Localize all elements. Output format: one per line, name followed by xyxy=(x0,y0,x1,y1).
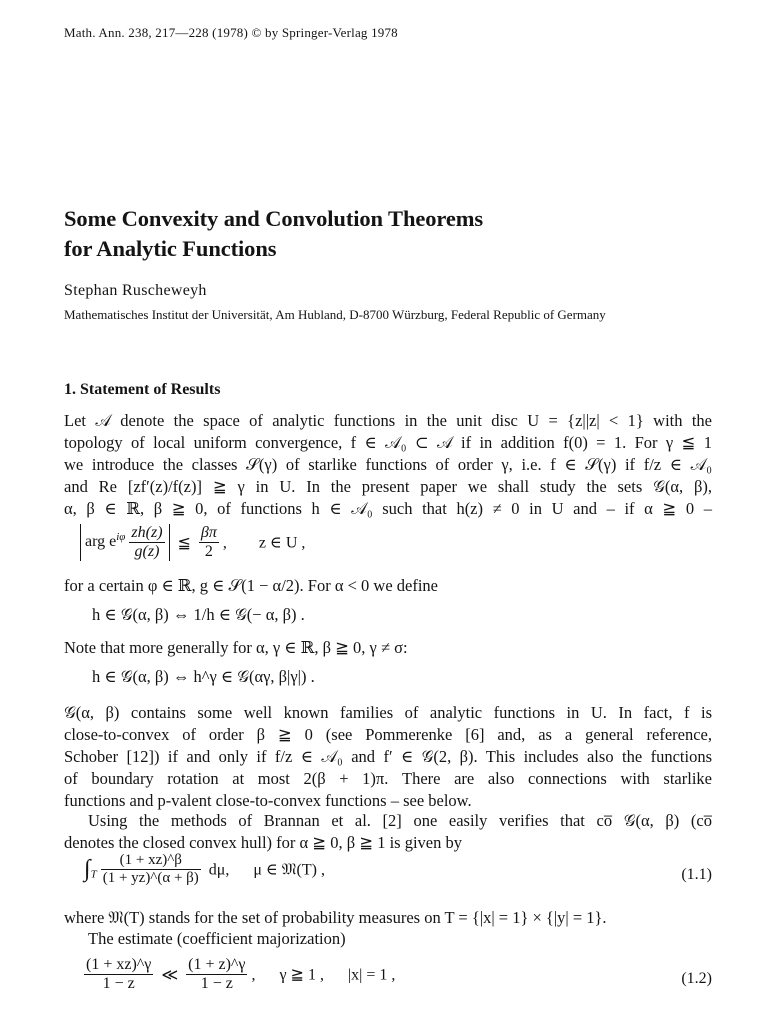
eq11-tail: dμ, μ ∈ 𝔐(T) , xyxy=(204,861,325,879)
author-name: Stephan Ruscheweyh xyxy=(64,282,207,299)
eq-arg-relation: ≦ xyxy=(177,534,191,552)
journal-citation: Math. Ann. 238, 217—228 (1978) © by Springer-Verlag 1978 xyxy=(64,25,398,40)
eq-arg-sup: iφ xyxy=(116,530,126,543)
paragraph-3: Note that more generally for α, γ ∈ ℝ, β ≧ 0, γ ≠ σ: xyxy=(64,638,408,657)
eq12-tail: , γ ≧ 1 , |x| = 1 , xyxy=(251,966,396,984)
equation-number-1-2: (1.2) xyxy=(681,970,712,987)
paragraph-line: Let 𝒜 denote the space of analytic functions in the unit disc U = {z||z| < 1} with the xyxy=(64,411,712,430)
eq11-denominator: (1 + yz)^(α + β) xyxy=(102,870,199,886)
paragraph-line: of boundary rotation at most 2(β + 1)π. There are also connections with starlike xyxy=(64,769,712,788)
eq12-numerator-right: (1 + z)^γ xyxy=(188,956,246,973)
equation-2: h ∈ 𝒢(α, β) ⇔ 1/h ∈ 𝒢(− α, β) . xyxy=(92,605,305,624)
eq12-numerator-left: (1 + xz)^γ xyxy=(86,956,152,973)
paragraph-line: denotes the closed convex hull) for α ≧ 0, β ≧ 1 is given by xyxy=(64,833,462,852)
paragraph-6: where 𝔐(T) stands for the set of probability measures on T = {|x| = 1} × {|y| = 1}. xyxy=(64,908,607,927)
equation-number-1-1: (1.1) xyxy=(681,866,712,883)
paper-title-line-2: for Analytic Functions xyxy=(64,236,277,261)
paragraph-4 xyxy=(64,702,712,812)
paragraph-line: 𝒢(α, β) contains some well known families of analytic functions in U. In fact, f is xyxy=(64,703,712,722)
paragraph-line: Using the methods of Brannan et al. [2] one easily verifies that co̅ 𝒢(α, β) (co̅ xyxy=(88,811,712,830)
eq-arg-rhs-fraction xyxy=(199,524,219,561)
paragraph-line: we introduce the classes 𝒮(γ) of starlike functions of order γ, i.e. f ∈ 𝒮(γ) if f/z ∈ 𝒜₀ xyxy=(64,455,712,474)
paragraph-line: Schober [12]) if and only if f/z ∈ 𝒜₀ and f′ ∈ 𝒢(2, β). This includes also the functions xyxy=(64,747,712,766)
eq-arg-tail: , z ∈ U , xyxy=(222,534,306,552)
eq11-integral-sub: T xyxy=(90,868,97,881)
paragraph-line: and Re [zf′(z)/f(z)] ≧ γ in U. In the present paper we shall study the sets 𝒢(α, β), xyxy=(64,477,712,496)
eq11-integral: ∫ xyxy=(84,856,91,882)
eq-arg-numerator: zh(z) xyxy=(131,524,163,541)
equation-arg-bound xyxy=(80,524,305,572)
eq12-relation: ≪ xyxy=(161,966,179,984)
paragraph-line: topology of local uniform convergence, f ∈ 𝒜₀ ⊂ 𝒜 if in addition f(0) = 1. For γ ≦ 1 xyxy=(64,433,712,452)
paragraph-1 xyxy=(64,410,712,520)
eq11-numerator: (1 + xz)^β xyxy=(101,852,201,870)
eq11-fraction xyxy=(101,852,201,887)
eq12-denominator-right: 1 − z xyxy=(200,975,233,992)
paragraph-line: functions and p-valent close-to-convex functions – see below. xyxy=(64,791,472,810)
paragraph-2: for a certain φ ∈ ℝ, g ∈ 𝒮(1 − α/2). For α < 0 we define xyxy=(64,576,438,595)
paragraph-5 xyxy=(64,810,712,854)
eq12-fraction-left xyxy=(84,956,153,993)
abs-value-bars xyxy=(80,524,170,561)
eq-arg-rhs-numerator: βπ xyxy=(200,524,217,541)
eq-arg-rhs-denominator: 2 xyxy=(204,543,213,560)
paper-title-line-1: Some Convexity and Convolution Theorems xyxy=(64,206,484,231)
eq-arg-denominator: g(z) xyxy=(134,543,160,560)
eq-arg-text: arg e xyxy=(85,533,117,551)
equation-3: h ∈ 𝒢(α, β) ⇔ h^γ ∈ 𝒢(αγ, β|γ|) . xyxy=(92,667,315,686)
equation-1-2 xyxy=(84,956,395,1006)
eq12-fraction-right xyxy=(186,956,247,993)
section-heading: 1. Statement of Results xyxy=(64,381,221,398)
paragraph-line: α, β ∈ ℝ, β ≧ 0, of functions h ∈ 𝒜₀ such that h(z) ≠ 0 in U and – if α ≧ 0 – xyxy=(64,499,712,518)
equation-1-1 xyxy=(84,852,325,902)
eq12-denominator-left: 1 − z xyxy=(102,975,135,992)
paragraph-line: close-to-convex of order β ≧ 0 (see Pommerenke [6] and, as a general reference, xyxy=(64,725,712,744)
paragraph-7: The estimate (coefficient majorization) xyxy=(88,929,346,948)
eq-arg-fraction xyxy=(129,524,164,561)
author-affiliation: Mathematisches Institut der Universität, Am Hubland, D-8700 Würzburg, Federal Republic of Germany xyxy=(64,307,606,322)
